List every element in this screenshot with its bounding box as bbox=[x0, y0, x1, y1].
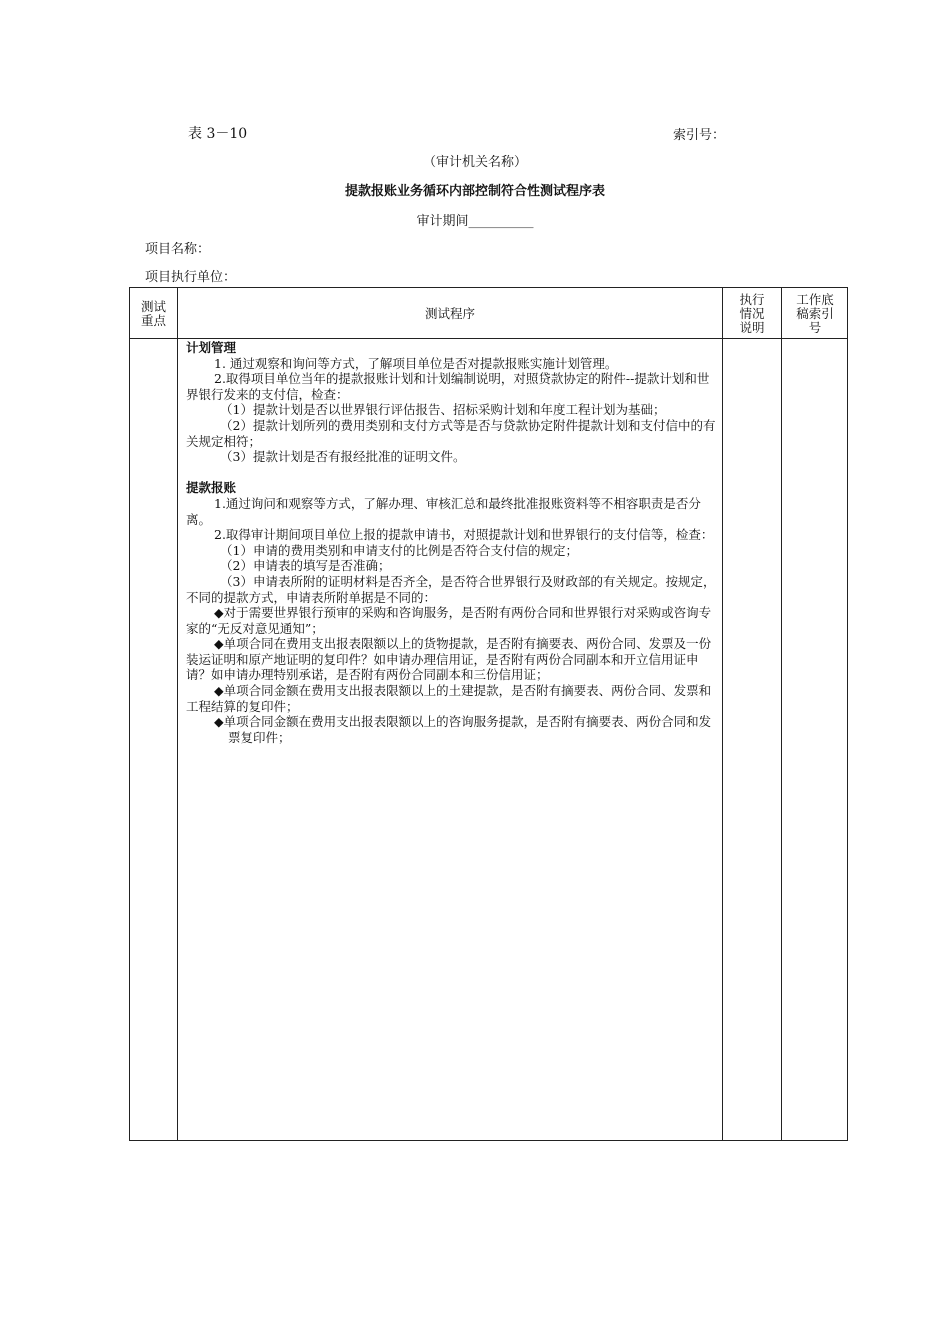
test-procedure-table bbox=[129, 287, 848, 1141]
project-name-label: 项目名称： bbox=[145, 242, 211, 257]
page-title: 提款报账业务循环内部控制符合性测试程序表 bbox=[344, 184, 605, 199]
header-test-focus: 测试 重点 bbox=[140, 298, 166, 328]
procedure-item: 1. 通过观察和询问等方式，了解项目单位是否对提款报账实施计划管理。 bbox=[214, 355, 618, 371]
procedure-bullet: ◆对于需要世界银行预审的采购和咨询服务，是否附有两份合同和世界银行对采购或咨询专家的“无反对意见通知”； bbox=[186, 605, 712, 636]
section-heading-withdrawal: 提款报账 bbox=[186, 480, 237, 496]
procedure-content bbox=[186, 340, 720, 745]
column-divider bbox=[722, 288, 723, 1140]
procedure-bullet: ◆单项合同在费用支出报表限额以上的货物提款，是否附有摘要表、两份合同、发票及一份装运证明和原产地证明的复印件？如申请办理信用证，是否附有两份合同副本和开立信用证申请？如申请办理特别承诺，是否附有两份合同副本和三份信用证； bbox=[186, 636, 712, 683]
procedure-bullet: ◆单项合同金额在费用支出报表限额以上的咨询服务提款，是否附有摘要表、两份合同和发票复印件； bbox=[214, 714, 712, 745]
audit-agency-name: （审计机关名称） bbox=[422, 155, 527, 170]
section-heading-plan: 计划管理 bbox=[186, 340, 237, 355]
procedure-subitem: （1）申请的费用类别和申请支付的比例是否符合支付信的规定； bbox=[220, 542, 578, 558]
audit-period: 审计期间__________ bbox=[416, 214, 534, 229]
procedure-subitem: （2）申请表的填写是否准确； bbox=[220, 558, 391, 574]
procedure-subitem: （3）申请表所附的证明材料是否齐全，是否符合世界银行及财政部的有关规定。按规定，不同的提款方式，申请表所附单据是不同的： bbox=[186, 573, 716, 605]
column-divider bbox=[781, 288, 782, 1140]
header-workpaper-index: 工作底 稿索引 号 bbox=[796, 291, 834, 335]
procedure-subitem: （2）提款计划所列的费用类别和支付方式等是否与贷款协定附件提款计划和支付信中的有关规定相符； bbox=[186, 417, 716, 449]
column-divider bbox=[177, 288, 178, 1140]
table-number: 表 3－10 bbox=[188, 126, 248, 142]
project-unit-label: 项目执行单位： bbox=[145, 270, 237, 285]
procedure-subitem: （3）提款计划是否有报经批准的证明文件。 bbox=[220, 449, 466, 465]
index-number-label: 索引号： bbox=[673, 128, 726, 143]
header-execution-notes: 执行 情况 说明 bbox=[739, 291, 765, 335]
procedure-bullet: ◆单项合同金额在费用支出报表限额以上的土建提款，是否附有摘要表、两份合同、发票和工程结算的复印件； bbox=[186, 683, 712, 714]
header-test-procedure: 测试程序 bbox=[424, 305, 475, 321]
procedure-item: 2.取得项目单位当年的提款报账计划和计划编制说明，对照贷款协定的附件--提款计划和世界银行发来的支付信，检查： bbox=[186, 371, 710, 402]
procedure-subitem: （1）提款计划是否以世界银行评估报告、招标采购计划和年度工程计划为基础； bbox=[220, 402, 666, 418]
procedure-item: 1.通过询问和观察等方式，了解办理、审核汇总和最终批准报账资料等不相容职责是否分离。 bbox=[186, 495, 701, 527]
procedure-item: 2.取得审计期间项目单位上报的提款申请书，对照提款计划和世界银行的支付信等，检查： bbox=[214, 527, 714, 543]
